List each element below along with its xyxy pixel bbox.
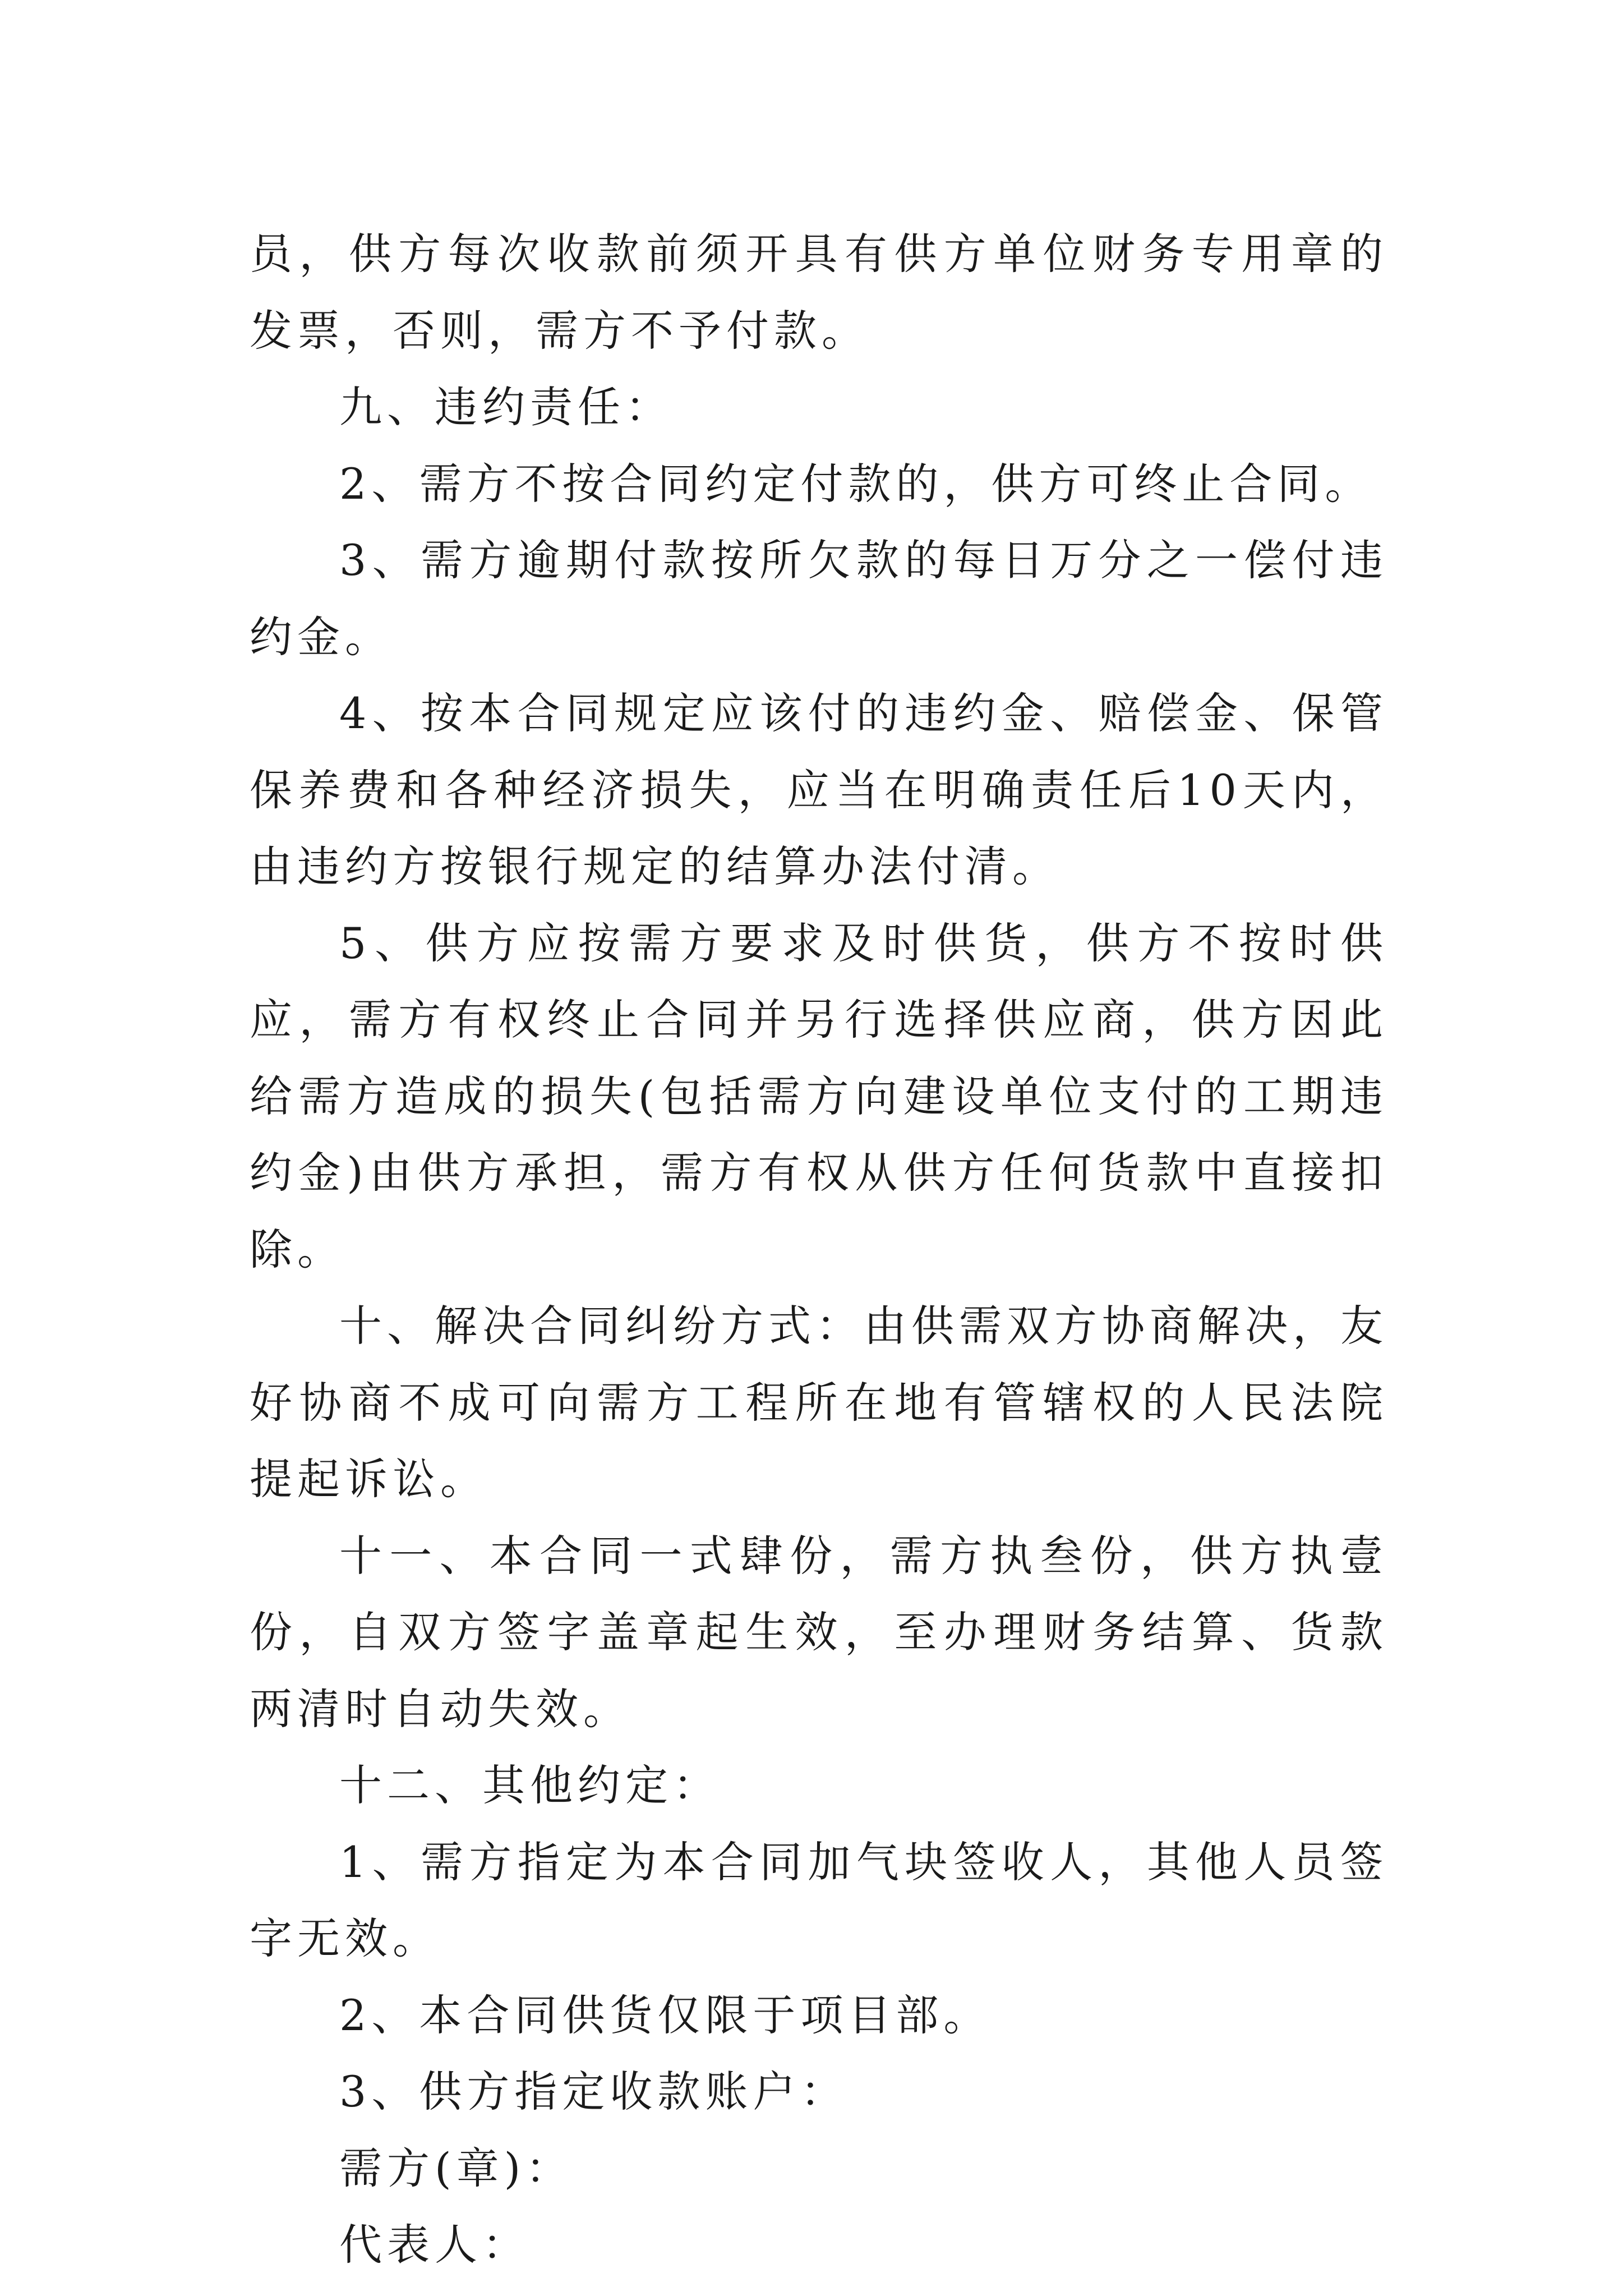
document-body	[250, 216, 1388, 2284]
paragraph-other-3: 3、供方指定收款账户：	[339, 2067, 849, 2116]
heading-other-agreements: 十二、其他约定：	[339, 1760, 721, 1810]
heading-breach-liability: 九、违约责任：	[339, 382, 673, 432]
signature-representative: 代表人：	[339, 2220, 530, 2270]
paragraph-clause-4: 4、按本合同规定应该付的违约金、赔偿金、保管保养费和各种经济损失，应当在明确责任后10天内，由违约方按银行规定的结算办法付清。	[250, 688, 1388, 891]
paragraph-copies-validity: 十一、本合同一式肆份，需方执叁份，供方执壹份，自双方签字盖章起生效，至办理财务结算、货款两清时自动失效。	[250, 1530, 1388, 1734]
signature-buyer-seal: 需方(章)：	[339, 2143, 574, 2193]
paragraph-clause-2: 2、需方不按合同约定付款的，供方可终止合同。	[339, 458, 1373, 509]
paragraph-other-2: 2、本合同供货仅限于项目部。	[339, 1990, 992, 2040]
paragraph-clause-5: 5、供方应按需方要求及时供货，供方不按时供应，需方有权终止合同并另行选择供应商，供方因此给需方造成的损失(包括需方向建设单位支付的工期违约金)由供方承担，需方有权从供方任何货款中直接扣除。	[250, 918, 1388, 1274]
paragraph-clause-3: 3、需方逾期付款按所欠款的每日万分之一偿付违约金。	[250, 535, 1388, 662]
paragraph-payment-invoice: 员，供方每次收款前须开具有供方单位财务专用章的发票，否则，需方不予付款。	[250, 229, 1388, 356]
paragraph-dispute-resolution: 十、解决合同纠纷方式：由供需双方协商解决，友好协商不成可向需方工程所在地有管辖权的人民法院提起诉讼。	[250, 1301, 1388, 1504]
paragraph-other-1: 1、需方指定为本合同加气块签收人，其他人员签字无效。	[250, 1837, 1388, 1963]
